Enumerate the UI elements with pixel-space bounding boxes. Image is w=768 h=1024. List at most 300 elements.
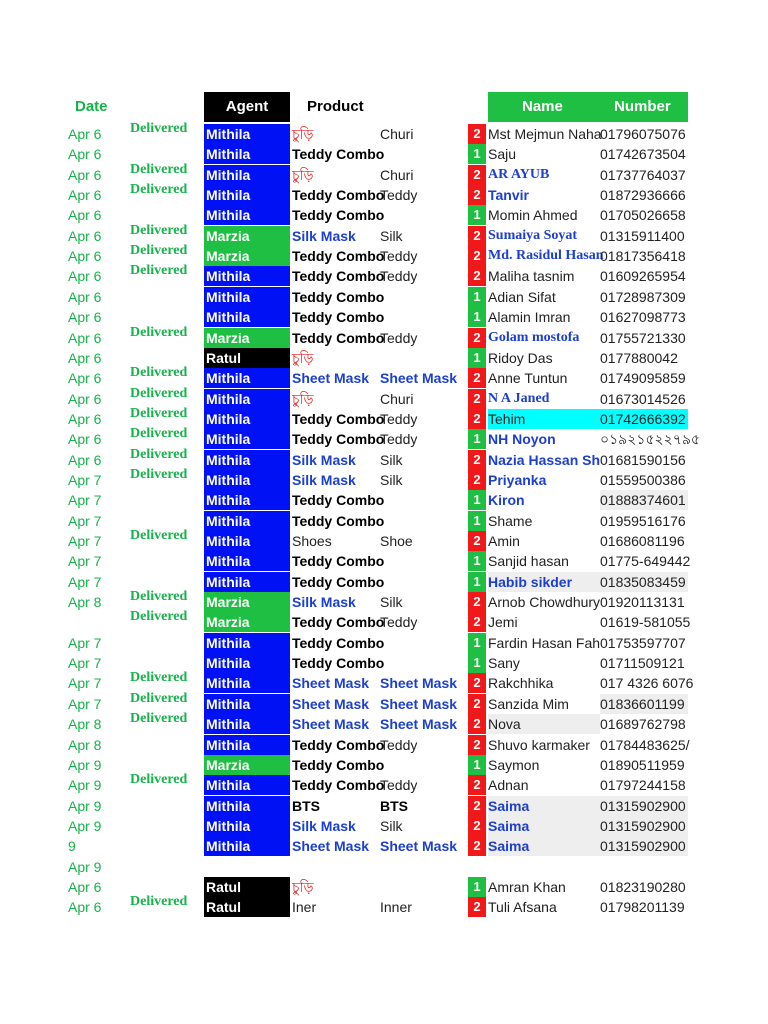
- date-cell[interactable]: Apr 9: [68, 777, 102, 794]
- name-cell[interactable]: Saju: [488, 146, 517, 163]
- variant-cell[interactable]: Churi: [380, 126, 414, 142]
- agent-cell[interactable]: Ratul: [204, 877, 290, 897]
- name-cell[interactable]: AR AYUB: [488, 166, 550, 182]
- date-cell[interactable]: Apr 7: [68, 512, 102, 529]
- status-cell[interactable]: [130, 648, 204, 668]
- qty-cell[interactable]: 1: [468, 307, 486, 327]
- status-cell[interactable]: [130, 750, 204, 770]
- name-cell[interactable]: Nova: [488, 714, 600, 734]
- date-cell[interactable]: Apr 9: [68, 858, 102, 875]
- number-cell[interactable]: 01817356418: [600, 248, 686, 265]
- date-cell[interactable]: Apr 8: [68, 716, 102, 733]
- agent-cell[interactable]: Mithila: [204, 389, 290, 409]
- qty-cell[interactable]: 2: [468, 368, 486, 388]
- date-cell[interactable]: Apr 6: [68, 126, 102, 142]
- agent-cell[interactable]: Marzia: [204, 246, 290, 266]
- variant-cell[interactable]: [380, 633, 466, 653]
- qty-cell[interactable]: 2: [468, 470, 486, 490]
- qty-cell[interactable]: 1: [468, 551, 486, 571]
- date-cell[interactable]: Apr 7: [68, 533, 102, 549]
- number-cell[interactable]: 01737764037: [600, 166, 686, 183]
- qty-cell[interactable]: 2: [468, 694, 486, 714]
- product-cell[interactable]: Teddy Combo: [292, 614, 385, 631]
- product-cell[interactable]: Sheet Mask: [292, 675, 370, 692]
- name-cell[interactable]: Jemi: [488, 614, 518, 631]
- variant-cell[interactable]: Silk: [380, 594, 403, 611]
- variant-cell[interactable]: Teddy: [380, 614, 418, 631]
- name-cell[interactable]: Kiron: [488, 492, 525, 509]
- variant-cell[interactable]: Silk: [380, 471, 403, 488]
- agent-cell[interactable]: Mithila: [204, 368, 290, 388]
- product-cell[interactable]: Iner: [292, 899, 317, 916]
- qty-cell[interactable]: 2: [468, 246, 486, 266]
- product-cell[interactable]: Teddy Combo: [292, 655, 385, 672]
- agent-cell[interactable]: Mithila: [204, 165, 290, 185]
- agent-cell[interactable]: Mithila: [204, 185, 290, 205]
- variant-cell[interactable]: [380, 551, 466, 571]
- date-cell[interactable]: [68, 612, 128, 632]
- status-cell[interactable]: Delivered: [130, 446, 188, 462]
- agent-cell[interactable]: [204, 857, 290, 877]
- status-cell[interactable]: [130, 852, 204, 872]
- variant-cell[interactable]: Teddy: [380, 410, 418, 427]
- number-cell[interactable]: 01711509121: [600, 655, 685, 672]
- status-cell[interactable]: [130, 831, 204, 851]
- qty-cell[interactable]: 2: [468, 836, 486, 856]
- qty-cell[interactable]: 2: [468, 735, 486, 755]
- variant-cell[interactable]: [380, 877, 466, 897]
- date-cell[interactable]: Apr 9: [68, 817, 102, 834]
- number-cell[interactable]: 01559500386: [600, 471, 686, 488]
- agent-cell[interactable]: Mithila: [204, 124, 290, 144]
- variant-cell[interactable]: [380, 490, 466, 510]
- date-cell[interactable]: Apr 6: [68, 166, 102, 183]
- agent-cell[interactable]: Mithila: [204, 633, 290, 653]
- status-cell[interactable]: Delivered: [130, 894, 188, 910]
- number-cell[interactable]: 01689762798: [600, 716, 686, 733]
- variant-cell[interactable]: Sheet Mask: [380, 695, 458, 712]
- variant-cell[interactable]: Teddy: [380, 431, 418, 448]
- name-cell[interactable]: N A Janed: [488, 390, 550, 406]
- status-cell[interactable]: [130, 282, 204, 302]
- variant-cell[interactable]: Sheet Mask: [380, 370, 458, 387]
- number-cell[interactable]: 01796075076: [600, 126, 686, 142]
- name-cell[interactable]: Sanjid hasan: [488, 553, 569, 570]
- name-cell[interactable]: Sany: [488, 655, 520, 672]
- date-cell[interactable]: Apr 6: [68, 370, 102, 387]
- name-cell[interactable]: Adian Sifat: [488, 288, 556, 305]
- status-cell[interactable]: Delivered: [130, 121, 188, 136]
- name-cell[interactable]: Mst Mejmun Naha: [488, 126, 602, 142]
- number-cell[interactable]: 01705026658: [600, 207, 686, 224]
- product-cell[interactable]: চুড়ি: [292, 166, 314, 183]
- date-cell[interactable]: Apr 8: [68, 594, 102, 611]
- date-cell[interactable]: Apr 7: [68, 634, 102, 651]
- name-cell[interactable]: Amin: [488, 533, 520, 549]
- product-cell[interactable]: Teddy Combo: [292, 492, 385, 509]
- product-cell[interactable]: Sheet Mask: [292, 695, 370, 712]
- date-cell[interactable]: Apr 6: [68, 187, 102, 204]
- agent-cell[interactable]: Mithila: [204, 429, 290, 449]
- date-cell[interactable]: Apr 9: [68, 756, 102, 773]
- status-cell[interactable]: [130, 200, 204, 220]
- qty-cell[interactable]: 1: [468, 633, 486, 653]
- agent-cell[interactable]: Mithila: [204, 673, 290, 693]
- status-cell[interactable]: Delivered: [130, 243, 188, 259]
- number-cell[interactable]: 01742673504: [600, 146, 686, 163]
- name-cell[interactable]: Saima: [488, 796, 600, 816]
- variant-cell[interactable]: Teddy: [380, 736, 418, 753]
- product-cell[interactable]: Silk Mask: [292, 471, 356, 488]
- date-cell[interactable]: Apr 6: [68, 248, 102, 265]
- status-cell[interactable]: Delivered: [130, 466, 188, 482]
- qty-cell[interactable]: 1: [468, 205, 486, 225]
- agent-cell[interactable]: Mithila: [204, 531, 290, 551]
- product-cell[interactable]: Silk Mask: [292, 817, 356, 834]
- number-cell[interactable]: 01742666392: [600, 409, 688, 429]
- status-cell[interactable]: Delivered: [130, 589, 188, 605]
- variant-cell[interactable]: Silk: [380, 227, 403, 244]
- name-cell[interactable]: Tanvir: [488, 187, 529, 204]
- variant-cell[interactable]: [380, 857, 466, 877]
- name-cell[interactable]: [488, 857, 600, 877]
- status-cell[interactable]: Delivered: [130, 324, 188, 340]
- date-cell[interactable]: Apr 7: [68, 675, 102, 692]
- variant-cell[interactable]: Churi: [380, 390, 414, 407]
- number-cell[interactable]: 01798201139: [600, 899, 685, 916]
- name-cell[interactable]: Nazia Hassan Sh: [488, 451, 601, 468]
- product-cell[interactable]: Teddy Combo: [292, 634, 385, 651]
- date-cell[interactable]: Apr 7: [68, 695, 102, 712]
- name-cell[interactable]: Maliha tasnim: [488, 268, 575, 285]
- status-cell[interactable]: [130, 139, 204, 159]
- name-cell[interactable]: Md. Rasidul Hasan: [488, 248, 604, 264]
- agent-cell[interactable]: Marzia: [204, 755, 290, 775]
- product-cell[interactable]: Silk Mask: [292, 451, 356, 468]
- name-cell[interactable]: Habib sikder: [488, 572, 600, 592]
- agent-cell[interactable]: Mithila: [204, 816, 290, 836]
- number-cell[interactable]: 01315902900: [600, 836, 688, 856]
- agent-cell[interactable]: Mithila: [204, 572, 290, 592]
- product-cell[interactable]: [292, 857, 378, 877]
- date-cell[interactable]: Apr 6: [68, 207, 102, 224]
- number-cell[interactable]: 01609265954: [600, 268, 686, 285]
- name-cell[interactable]: Rakchhika: [488, 675, 554, 692]
- status-cell[interactable]: [130, 872, 204, 892]
- qty-cell[interactable]: 1: [468, 429, 486, 449]
- product-cell[interactable]: Shoes: [292, 533, 332, 549]
- product-cell[interactable]: Teddy Combo: [292, 512, 385, 529]
- date-cell[interactable]: Apr 6: [68, 309, 102, 326]
- status-cell[interactable]: Delivered: [130, 385, 188, 401]
- number-cell[interactable]: 01673014526: [600, 390, 686, 407]
- number-cell[interactable]: 01888374601: [600, 490, 688, 510]
- product-cell[interactable]: Sheet Mask: [292, 716, 370, 733]
- agent-cell[interactable]: Mithila: [204, 266, 290, 286]
- name-cell[interactable]: Amran Khan: [488, 878, 566, 895]
- name-cell[interactable]: Alamin Imran: [488, 309, 571, 326]
- number-cell[interactable]: 01823190280: [600, 878, 686, 895]
- product-cell[interactable]: Teddy Combo: [292, 410, 385, 427]
- number-cell[interactable]: 01836601199: [600, 694, 688, 714]
- agent-cell[interactable]: Mithila: [204, 287, 290, 307]
- date-cell[interactable]: Apr 7: [68, 655, 102, 672]
- product-cell[interactable]: Teddy Combo: [292, 756, 385, 773]
- qty-cell[interactable]: 2: [468, 328, 486, 348]
- agent-cell[interactable]: Mithila: [204, 450, 290, 470]
- name-cell[interactable]: Saymon: [488, 756, 540, 773]
- agent-cell[interactable]: Ratul: [204, 897, 290, 917]
- product-cell[interactable]: চুড়ি: [292, 390, 314, 407]
- name-cell[interactable]: NH Noyon: [488, 431, 556, 448]
- variant-cell[interactable]: [380, 144, 466, 164]
- date-cell[interactable]: Apr 7: [68, 573, 102, 590]
- name-cell[interactable]: Momin Ahmed: [488, 207, 578, 224]
- status-cell[interactable]: Delivered: [130, 161, 188, 177]
- number-cell[interactable]: 01890511959: [600, 756, 685, 773]
- agent-cell[interactable]: Mithila: [204, 470, 290, 490]
- variant-cell[interactable]: [380, 653, 466, 673]
- status-cell[interactable]: Delivered: [130, 711, 188, 727]
- name-cell[interactable]: Tehim: [488, 409, 600, 429]
- number-cell[interactable]: 01619-581055: [600, 614, 691, 631]
- qty-cell[interactable]: 2: [468, 775, 486, 795]
- product-cell[interactable]: Silk Mask: [292, 227, 356, 244]
- date-cell[interactable]: Apr 6: [68, 431, 102, 448]
- date-cell[interactable]: Apr 8: [68, 736, 102, 753]
- number-cell[interactable]: 01753597707: [600, 634, 686, 651]
- status-cell[interactable]: Delivered: [130, 426, 188, 442]
- status-cell[interactable]: Delivered: [130, 405, 188, 421]
- name-cell[interactable]: Shame: [488, 512, 533, 529]
- status-cell[interactable]: Delivered: [130, 528, 188, 543]
- name-cell[interactable]: Saima: [488, 816, 600, 836]
- variant-cell[interactable]: Teddy: [380, 777, 418, 794]
- date-cell[interactable]: Apr 6: [68, 268, 102, 285]
- number-cell[interactable]: 017 4326 6076: [600, 675, 694, 692]
- agent-cell[interactable]: Mithila: [204, 796, 290, 816]
- number-cell[interactable]: 01749095859: [600, 370, 686, 387]
- agent-cell[interactable]: Marzia: [204, 328, 290, 348]
- status-cell[interactable]: Delivered: [130, 263, 188, 279]
- date-cell[interactable]: Apr 6: [68, 329, 102, 346]
- number-cell[interactable]: 01835083459: [600, 572, 688, 592]
- variant-cell[interactable]: Sheet Mask: [380, 675, 458, 692]
- number-cell[interactable]: 01797244158: [600, 777, 686, 794]
- date-cell[interactable]: Apr 7: [68, 471, 102, 488]
- name-cell[interactable]: Saima: [488, 836, 600, 856]
- qty-cell[interactable]: 2: [468, 409, 486, 429]
- name-cell[interactable]: Sanzida Mim: [488, 695, 569, 712]
- product-cell[interactable]: BTS: [292, 797, 320, 814]
- qty-cell[interactable]: 2: [468, 124, 486, 144]
- variant-cell[interactable]: [380, 511, 466, 531]
- status-cell[interactable]: [130, 343, 204, 363]
- status-cell[interactable]: [130, 791, 204, 811]
- status-cell[interactable]: Delivered: [130, 670, 188, 686]
- variant-cell[interactable]: [380, 205, 466, 225]
- variant-cell[interactable]: Teddy: [380, 187, 418, 204]
- status-cell[interactable]: Delivered: [130, 609, 188, 625]
- agent-cell[interactable]: Mithila: [204, 775, 290, 795]
- agent-cell[interactable]: Mithila: [204, 694, 290, 714]
- date-cell[interactable]: Apr 6: [68, 878, 102, 895]
- status-cell[interactable]: [130, 628, 204, 648]
- status-cell[interactable]: Delivered: [130, 182, 188, 198]
- number-cell[interactable]: 01728987309: [600, 288, 686, 305]
- qty-cell[interactable]: 2: [468, 673, 486, 693]
- status-cell[interactable]: [130, 485, 204, 505]
- product-cell[interactable]: Teddy Combo: [292, 777, 385, 794]
- number-cell[interactable]: [600, 857, 688, 877]
- status-cell[interactable]: Delivered: [130, 772, 188, 788]
- product-cell[interactable]: Sheet Mask: [292, 370, 370, 387]
- qty-cell[interactable]: 1: [468, 755, 486, 775]
- agent-cell[interactable]: Mithila: [204, 307, 290, 327]
- qty-cell[interactable]: 1: [468, 653, 486, 673]
- status-cell[interactable]: [130, 546, 204, 566]
- number-cell[interactable]: ০১৯২১৫২২৭৯৫: [600, 431, 701, 448]
- qty-cell[interactable]: 1: [468, 348, 486, 368]
- date-cell[interactable]: Apr 7: [68, 492, 102, 509]
- qty-cell[interactable]: 2: [468, 796, 486, 816]
- qty-cell[interactable]: 1: [468, 490, 486, 510]
- product-cell[interactable]: Teddy Combo: [292, 248, 385, 265]
- date-cell[interactable]: Apr 6: [68, 899, 102, 916]
- number-cell[interactable]: 01686081196: [600, 533, 685, 549]
- number-cell[interactable]: 01315911400: [600, 227, 685, 244]
- qty-cell[interactable]: 1: [468, 572, 486, 592]
- agent-cell[interactable]: Mithila: [204, 409, 290, 429]
- variant-cell[interactable]: Inner: [380, 899, 412, 916]
- product-cell[interactable]: Teddy Combo: [292, 736, 385, 753]
- number-cell[interactable]: 01681590156: [600, 451, 686, 468]
- status-cell[interactable]: Delivered: [130, 365, 188, 381]
- qty-cell[interactable]: 2: [468, 714, 486, 734]
- agent-cell[interactable]: Mithila: [204, 836, 290, 856]
- number-cell[interactable]: 01627098773: [600, 309, 686, 326]
- product-cell[interactable]: চুড়ি: [292, 878, 314, 895]
- variant-cell[interactable]: Teddy: [380, 268, 418, 285]
- qty-cell[interactable]: 2: [468, 531, 486, 551]
- agent-cell[interactable]: Mithila: [204, 490, 290, 510]
- number-cell[interactable]: 01775-649442: [600, 553, 691, 570]
- variant-cell[interactable]: Teddy: [380, 248, 418, 265]
- status-cell[interactable]: [130, 811, 204, 831]
- variant-cell[interactable]: [380, 307, 466, 327]
- date-cell[interactable]: Apr 6: [68, 349, 102, 366]
- status-cell[interactable]: Delivered: [130, 222, 188, 238]
- agent-cell[interactable]: Mithila: [204, 653, 290, 673]
- product-cell[interactable]: চুড়ি: [292, 126, 314, 142]
- number-cell[interactable]: 01920113131: [600, 594, 685, 611]
- number-cell[interactable]: 0177880042: [600, 349, 678, 366]
- variant-cell[interactable]: Shoe: [380, 533, 413, 549]
- variant-cell[interactable]: BTS: [380, 797, 408, 814]
- name-cell[interactable]: Sumaiya Soyat: [488, 227, 578, 243]
- variant-cell[interactable]: Silk: [380, 817, 403, 834]
- name-cell[interactable]: Fardin Hasan Fah: [488, 634, 601, 651]
- name-cell[interactable]: Golam mostofa: [488, 329, 580, 345]
- agent-cell[interactable]: Mithila: [204, 144, 290, 164]
- name-cell[interactable]: Anne Tuntun: [488, 370, 568, 387]
- name-cell[interactable]: Ridoy Das: [488, 349, 553, 366]
- agent-cell[interactable]: Mithila: [204, 551, 290, 571]
- qty-cell[interactable]: 2: [468, 897, 486, 917]
- agent-cell[interactable]: Marzia: [204, 226, 290, 246]
- qty-cell[interactable]: 2: [468, 612, 486, 632]
- qty-cell[interactable]: 2: [468, 226, 486, 246]
- name-cell[interactable]: Arnob Chowdhury: [488, 594, 601, 611]
- variant-cell[interactable]: [380, 572, 466, 592]
- date-cell[interactable]: Apr 6: [68, 146, 102, 163]
- status-cell[interactable]: [130, 302, 204, 322]
- product-cell[interactable]: Sheet Mask: [292, 838, 370, 855]
- agent-cell[interactable]: Mithila: [204, 714, 290, 734]
- variant-cell[interactable]: Churi: [380, 166, 414, 183]
- date-cell[interactable]: Apr 6: [68, 390, 102, 407]
- qty-cell[interactable]: 2: [468, 592, 486, 612]
- variant-cell[interactable]: [380, 287, 466, 307]
- status-cell[interactable]: [130, 567, 204, 587]
- variant-cell[interactable]: Teddy: [380, 329, 418, 346]
- number-cell[interactable]: 01315902900: [600, 816, 688, 836]
- qty-cell[interactable]: 1: [468, 511, 486, 531]
- product-cell[interactable]: Teddy Combo: [292, 431, 385, 448]
- status-cell[interactable]: [130, 730, 204, 750]
- variant-cell[interactable]: Sheet Mask: [380, 716, 458, 733]
- number-cell[interactable]: 01315902900: [600, 796, 688, 816]
- variant-cell[interactable]: Sheet Mask: [380, 838, 458, 855]
- product-cell[interactable]: Teddy Combo: [292, 288, 385, 305]
- product-cell[interactable]: Teddy Combo: [292, 146, 385, 163]
- qty-cell[interactable]: 1: [468, 877, 486, 897]
- product-cell[interactable]: Silk Mask: [292, 594, 356, 611]
- number-cell[interactable]: 01784483625/: [600, 736, 690, 753]
- variant-cell[interactable]: [380, 755, 466, 775]
- status-cell[interactable]: Delivered: [130, 690, 188, 706]
- product-cell[interactable]: Teddy Combo: [292, 553, 385, 570]
- product-cell[interactable]: Teddy Combo: [292, 329, 385, 346]
- agent-cell[interactable]: Marzia: [204, 612, 290, 632]
- qty-cell[interactable]: 2: [468, 816, 486, 836]
- number-cell[interactable]: 01959516176: [600, 512, 686, 529]
- product-cell[interactable]: চুড়ি: [292, 349, 314, 366]
- qty-cell[interactable]: 2: [468, 450, 486, 470]
- number-cell[interactable]: 01755721330: [600, 329, 686, 346]
- name-cell[interactable]: Adnan: [488, 777, 529, 794]
- product-cell[interactable]: Teddy Combo: [292, 309, 385, 326]
- name-cell[interactable]: Tuli Afsana: [488, 899, 557, 916]
- date-cell[interactable]: Apr 9: [68, 797, 102, 814]
- status-cell[interactable]: [130, 506, 204, 526]
- qty-cell[interactable]: 1: [468, 144, 486, 164]
- date-cell[interactable]: Apr 6: [68, 227, 102, 244]
- agent-cell[interactable]: Ratul: [204, 348, 290, 368]
- qty-cell[interactable]: 1: [468, 287, 486, 307]
- name-cell[interactable]: Shuvo karmaker: [488, 736, 590, 753]
- number-cell[interactable]: 01872936666: [600, 187, 686, 204]
- qty-cell[interactable]: 2: [468, 165, 486, 185]
- agent-cell[interactable]: Mithila: [204, 205, 290, 225]
- date-cell[interactable]: Apr 6: [68, 451, 102, 468]
- qty-cell[interactable]: 2: [468, 185, 486, 205]
- agent-cell[interactable]: Mithila: [204, 511, 290, 531]
- date-cell[interactable]: Apr 7: [68, 553, 102, 570]
- agent-cell[interactable]: Mithila: [204, 735, 290, 755]
- product-cell[interactable]: Teddy Combo: [292, 207, 385, 224]
- date-cell[interactable]: Apr 6: [68, 410, 102, 427]
